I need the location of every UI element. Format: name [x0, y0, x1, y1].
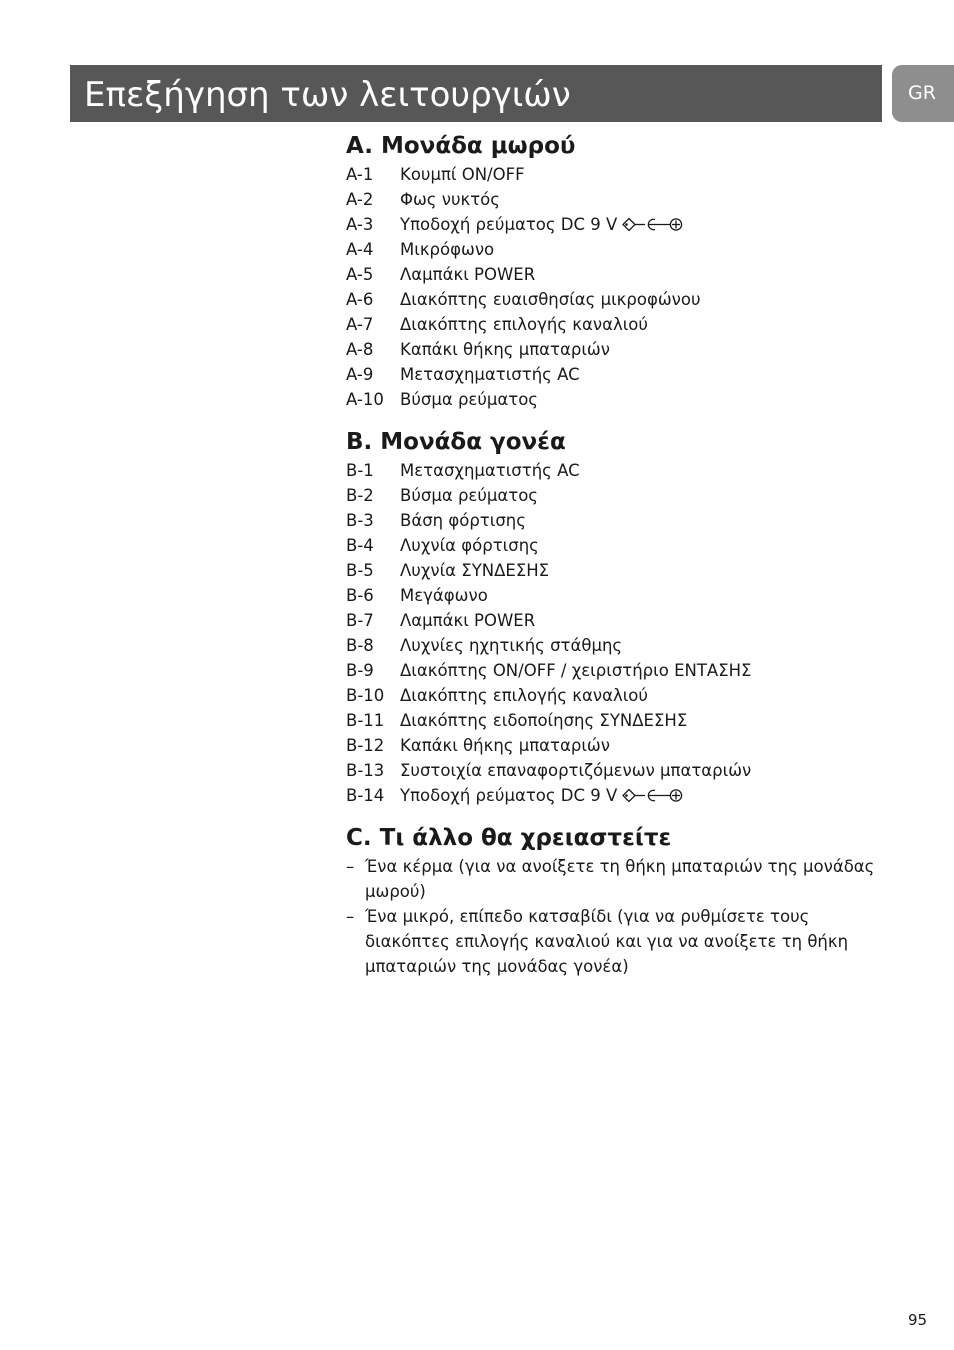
item-label: Βάση φόρτισης	[400, 511, 526, 530]
dash-bullet: –	[346, 857, 355, 876]
item-code: B-12	[346, 736, 385, 755]
item-code: A-1	[346, 165, 374, 184]
dash-bullet: –	[346, 907, 355, 926]
list-item	[346, 312, 886, 337]
page-title: Επεξήγηση των λειτουργιών	[84, 75, 571, 115]
section-b-list	[346, 458, 886, 808]
item-label: Λυχνίες ηχητικής στάθμης	[400, 636, 623, 655]
list-item	[346, 187, 886, 212]
list-item	[346, 337, 886, 362]
item-code: B-9	[346, 661, 374, 680]
item-label: Διακόπτης ON/OFF / χειριστήριο ΕΝΤΑΣΗΣ	[400, 661, 752, 680]
list-item	[346, 683, 886, 708]
item-label: Διακόπτης επιλογής καναλιού	[400, 686, 648, 705]
item-label: Λυχνία φόρτισης	[400, 536, 539, 555]
item-code: A-8	[346, 340, 374, 359]
item-code: B-3	[346, 511, 374, 530]
item-label: Βύσμα ρεύματος	[400, 486, 538, 505]
item-code: B-6	[346, 586, 374, 605]
page-number: 95	[908, 1311, 928, 1329]
list-item	[346, 583, 886, 608]
item-label: Διακόπτης ευαισθησίας μικροφώνου	[400, 290, 701, 309]
list-item	[346, 708, 886, 733]
item-text: Ένα κέρμα (για να ανοίξετε τη θήκη μπαταριών της μονάδας μωρού)	[365, 857, 875, 901]
list-item	[346, 387, 886, 412]
dc-polarity-icon	[622, 788, 684, 803]
list-item	[346, 362, 886, 387]
list-item	[346, 508, 886, 533]
item-label: Διακόπτης επιλογής καναλιού	[400, 315, 648, 334]
item-label: Μεγάφωνο	[400, 586, 488, 605]
item-label: Λαμπάκι POWER	[400, 265, 536, 284]
main-content	[346, 130, 886, 979]
list-item	[346, 458, 886, 483]
language-tab: GR	[892, 65, 954, 122]
item-code: A-9	[346, 365, 374, 384]
item-label: Μετασχηματιστής AC	[400, 461, 580, 480]
item-label: Καπάκι θήκης μπαταριών	[400, 736, 610, 755]
list-item	[346, 483, 886, 508]
item-code: B-13	[346, 761, 385, 780]
item-code: B-1	[346, 461, 374, 480]
item-label: Βύσμα ρεύματος	[400, 390, 538, 409]
page-header	[70, 65, 882, 122]
item-code: B-5	[346, 561, 374, 580]
item-code: B-11	[346, 711, 385, 730]
section-c-title: C. Τι άλλο θα χρειαστείτε	[346, 825, 672, 851]
list-item	[346, 558, 886, 583]
item-code: B-14	[346, 786, 385, 805]
item-label: Μικρόφωνο	[400, 240, 495, 259]
dc-polarity-icon	[622, 217, 684, 232]
item-code: A-10	[346, 390, 384, 409]
list-item	[346, 854, 886, 904]
list-item	[346, 533, 886, 558]
item-label: Υποδοχή ρεύματος DC 9 V	[400, 786, 618, 805]
item-code: A-5	[346, 265, 374, 284]
item-code: B-7	[346, 611, 374, 630]
list-item	[346, 758, 886, 783]
item-label: Μετασχηματιστής AC	[400, 365, 580, 384]
list-item	[346, 783, 886, 808]
list-item	[346, 212, 886, 237]
item-label: Διακόπτης ειδοποίησης ΣΥΝΔΕΣΗΣ	[400, 711, 688, 730]
section-b-title: B. Μονάδα γονέα	[346, 429, 566, 455]
item-code: B-8	[346, 636, 374, 655]
section-spacer	[346, 412, 886, 426]
item-code: B-4	[346, 536, 374, 555]
list-item	[346, 237, 886, 262]
list-item	[346, 904, 886, 979]
item-code: A-7	[346, 315, 374, 334]
item-label: Κουμπί ON/OFF	[400, 165, 525, 184]
item-label: Υποδοχή ρεύματος DC 9 V	[400, 215, 618, 234]
section-c-list	[346, 854, 886, 979]
list-item	[346, 262, 886, 287]
item-text: Ένα μικρό, επίπεδο κατσαβίδι (για να ρυθμίσετε τους διακόπτες επιλογής καναλιού και για να ανοίξετε τη θήκη μπαταριών της μονάδας γονέα)	[365, 907, 849, 976]
item-label: Φως νυκτός	[400, 190, 500, 209]
item-label: Λυχνία ΣΥΝΔΕΣΗΣ	[400, 561, 550, 580]
section-spacer	[346, 808, 886, 822]
list-item	[346, 633, 886, 658]
item-label: Καπάκι θήκης μπαταριών	[400, 340, 610, 359]
list-item	[346, 162, 886, 187]
list-item	[346, 287, 886, 312]
item-code: B-10	[346, 686, 385, 705]
item-label: Συστοιχία επαναφορτιζόμενων μπαταριών	[400, 761, 752, 780]
item-code: B-2	[346, 486, 374, 505]
item-code: A-4	[346, 240, 374, 259]
list-item	[346, 608, 886, 633]
item-code: A-3	[346, 215, 374, 234]
item-label: Λαμπάκι POWER	[400, 611, 536, 630]
section-a-list	[346, 162, 886, 412]
section-a-title: A. Μονάδα μωρού	[346, 133, 576, 159]
list-item	[346, 733, 886, 758]
item-code: A-2	[346, 190, 374, 209]
item-code: A-6	[346, 290, 374, 309]
list-item	[346, 658, 886, 683]
